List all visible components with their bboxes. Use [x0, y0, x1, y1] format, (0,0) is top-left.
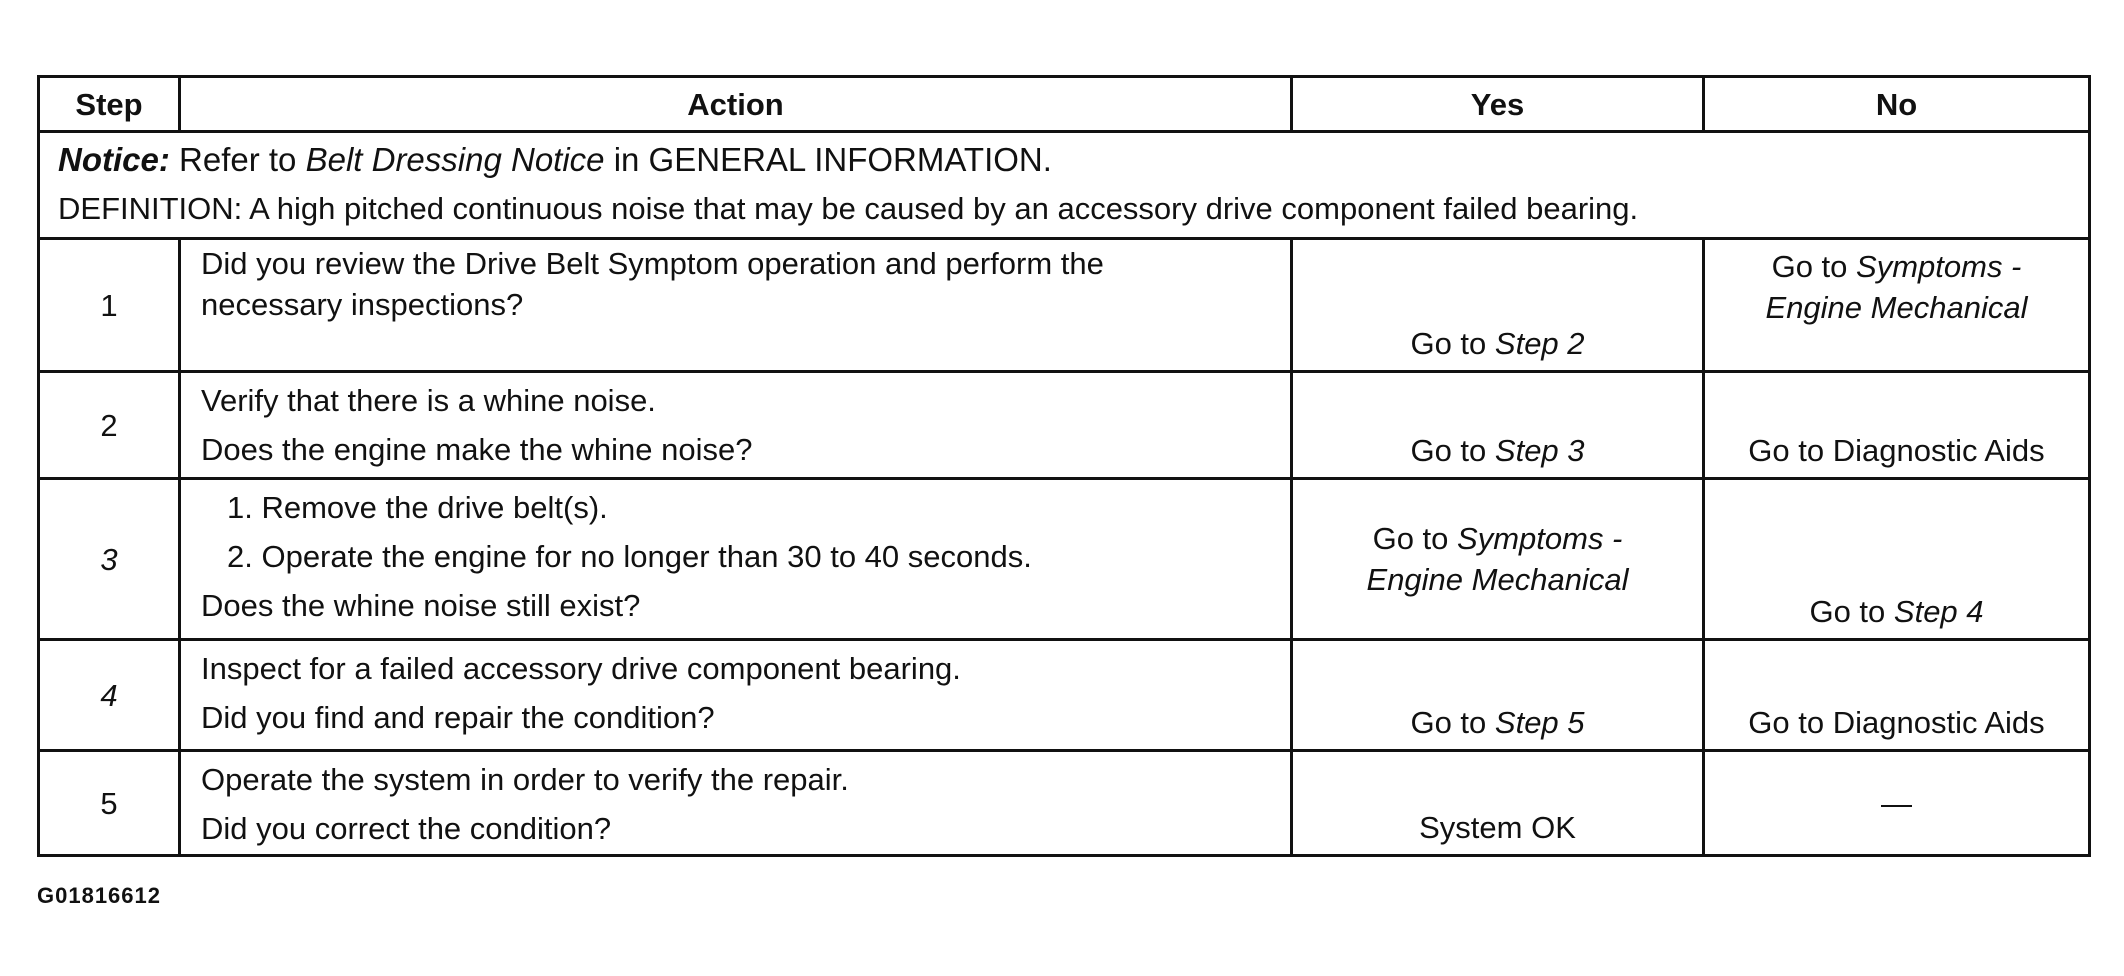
- no-text: Go to Step 4: [1809, 594, 1984, 629]
- no-text: Go to Diagnostic Aids: [1748, 433, 2045, 468]
- list-item: 1. Remove the drive belt(s).: [227, 490, 608, 525]
- step-number: 3: [39, 479, 180, 640]
- action-cell: [180, 372, 1292, 479]
- notice-ref: Belt Dressing Notice: [305, 141, 605, 178]
- step-number: 1: [39, 239, 180, 372]
- action-text: Did you find and repair the condition?: [201, 700, 715, 735]
- no-cell: [1704, 372, 2090, 479]
- yes-cell: [1292, 640, 1704, 751]
- header-row: [39, 77, 2090, 132]
- table-row: [39, 239, 2090, 372]
- yes-cell: [1292, 751, 1704, 856]
- step-number: 4: [39, 640, 180, 751]
- yes-text: Go to Symptoms - Engine Mechanical: [1366, 521, 1629, 597]
- table-row: [39, 640, 2090, 751]
- step-number: 2: [39, 372, 180, 479]
- action-text: Does the whine noise still exist?: [201, 588, 641, 623]
- header-yes: Yes: [1292, 77, 1704, 132]
- list-item: 2. Operate the engine for no longer than 30 to 40 seconds.: [227, 539, 1032, 574]
- action-cell: [180, 640, 1292, 751]
- action-cell: [180, 239, 1292, 372]
- yes-text: Go to Step 5: [1410, 705, 1585, 740]
- yes-cell: [1292, 372, 1704, 479]
- notice-text-before: Refer to: [169, 141, 306, 178]
- table-row: [39, 372, 2090, 479]
- no-cell: [1704, 751, 2090, 856]
- action-cell: [180, 751, 1292, 856]
- notice-text-after: in GENERAL INFORMATION.: [604, 141, 1052, 178]
- no-cell: [1704, 479, 2090, 640]
- action-steps-list: [201, 483, 1278, 581]
- action-text: Operate the system in order to verify the repair.: [201, 762, 849, 797]
- action-text: Did you review the Drive Belt Symptom operation and perform the: [201, 246, 1104, 281]
- action-cell: [180, 479, 1292, 640]
- action-text: Did you correct the condition?: [201, 811, 612, 846]
- notice-cell: [39, 132, 2090, 239]
- yes-cell: [1292, 239, 1704, 372]
- definition-text: DEFINITION: A high pitched continuous noise that may be caused by an accessory drive component failed bearing.: [58, 191, 1639, 226]
- yes-text: System OK: [1419, 810, 1576, 845]
- notice-line: [58, 133, 2088, 187]
- header-action: Action: [180, 77, 1292, 132]
- step-number: 5: [39, 751, 180, 856]
- table-row: [39, 751, 2090, 856]
- yes-text: Go to Step 3: [1410, 433, 1585, 468]
- table-row: [39, 479, 2090, 640]
- no-cell: [1704, 640, 2090, 751]
- no-text: Go to Symptoms - Engine Mechanical: [1765, 249, 2028, 325]
- no-text: —: [1881, 785, 1912, 821]
- notice-label: Notice:: [58, 141, 170, 178]
- header-step: Step: [39, 77, 180, 132]
- figure-code: G01816612: [37, 883, 161, 908]
- header-no: No: [1704, 77, 2090, 132]
- action-text: Does the engine make the whine noise?: [201, 432, 753, 467]
- yes-cell: [1292, 479, 1704, 640]
- no-text: Go to Diagnostic Aids: [1748, 705, 2045, 740]
- action-text: necessary inspections?: [201, 287, 524, 322]
- diagnostic-table: [37, 75, 2091, 857]
- action-text: Inspect for a failed accessory drive component bearing.: [201, 651, 961, 686]
- notice-row: [39, 132, 2090, 239]
- yes-text: Go to Step 2: [1410, 326, 1585, 361]
- action-text: Verify that there is a whine noise.: [201, 383, 656, 418]
- no-cell: [1704, 239, 2090, 372]
